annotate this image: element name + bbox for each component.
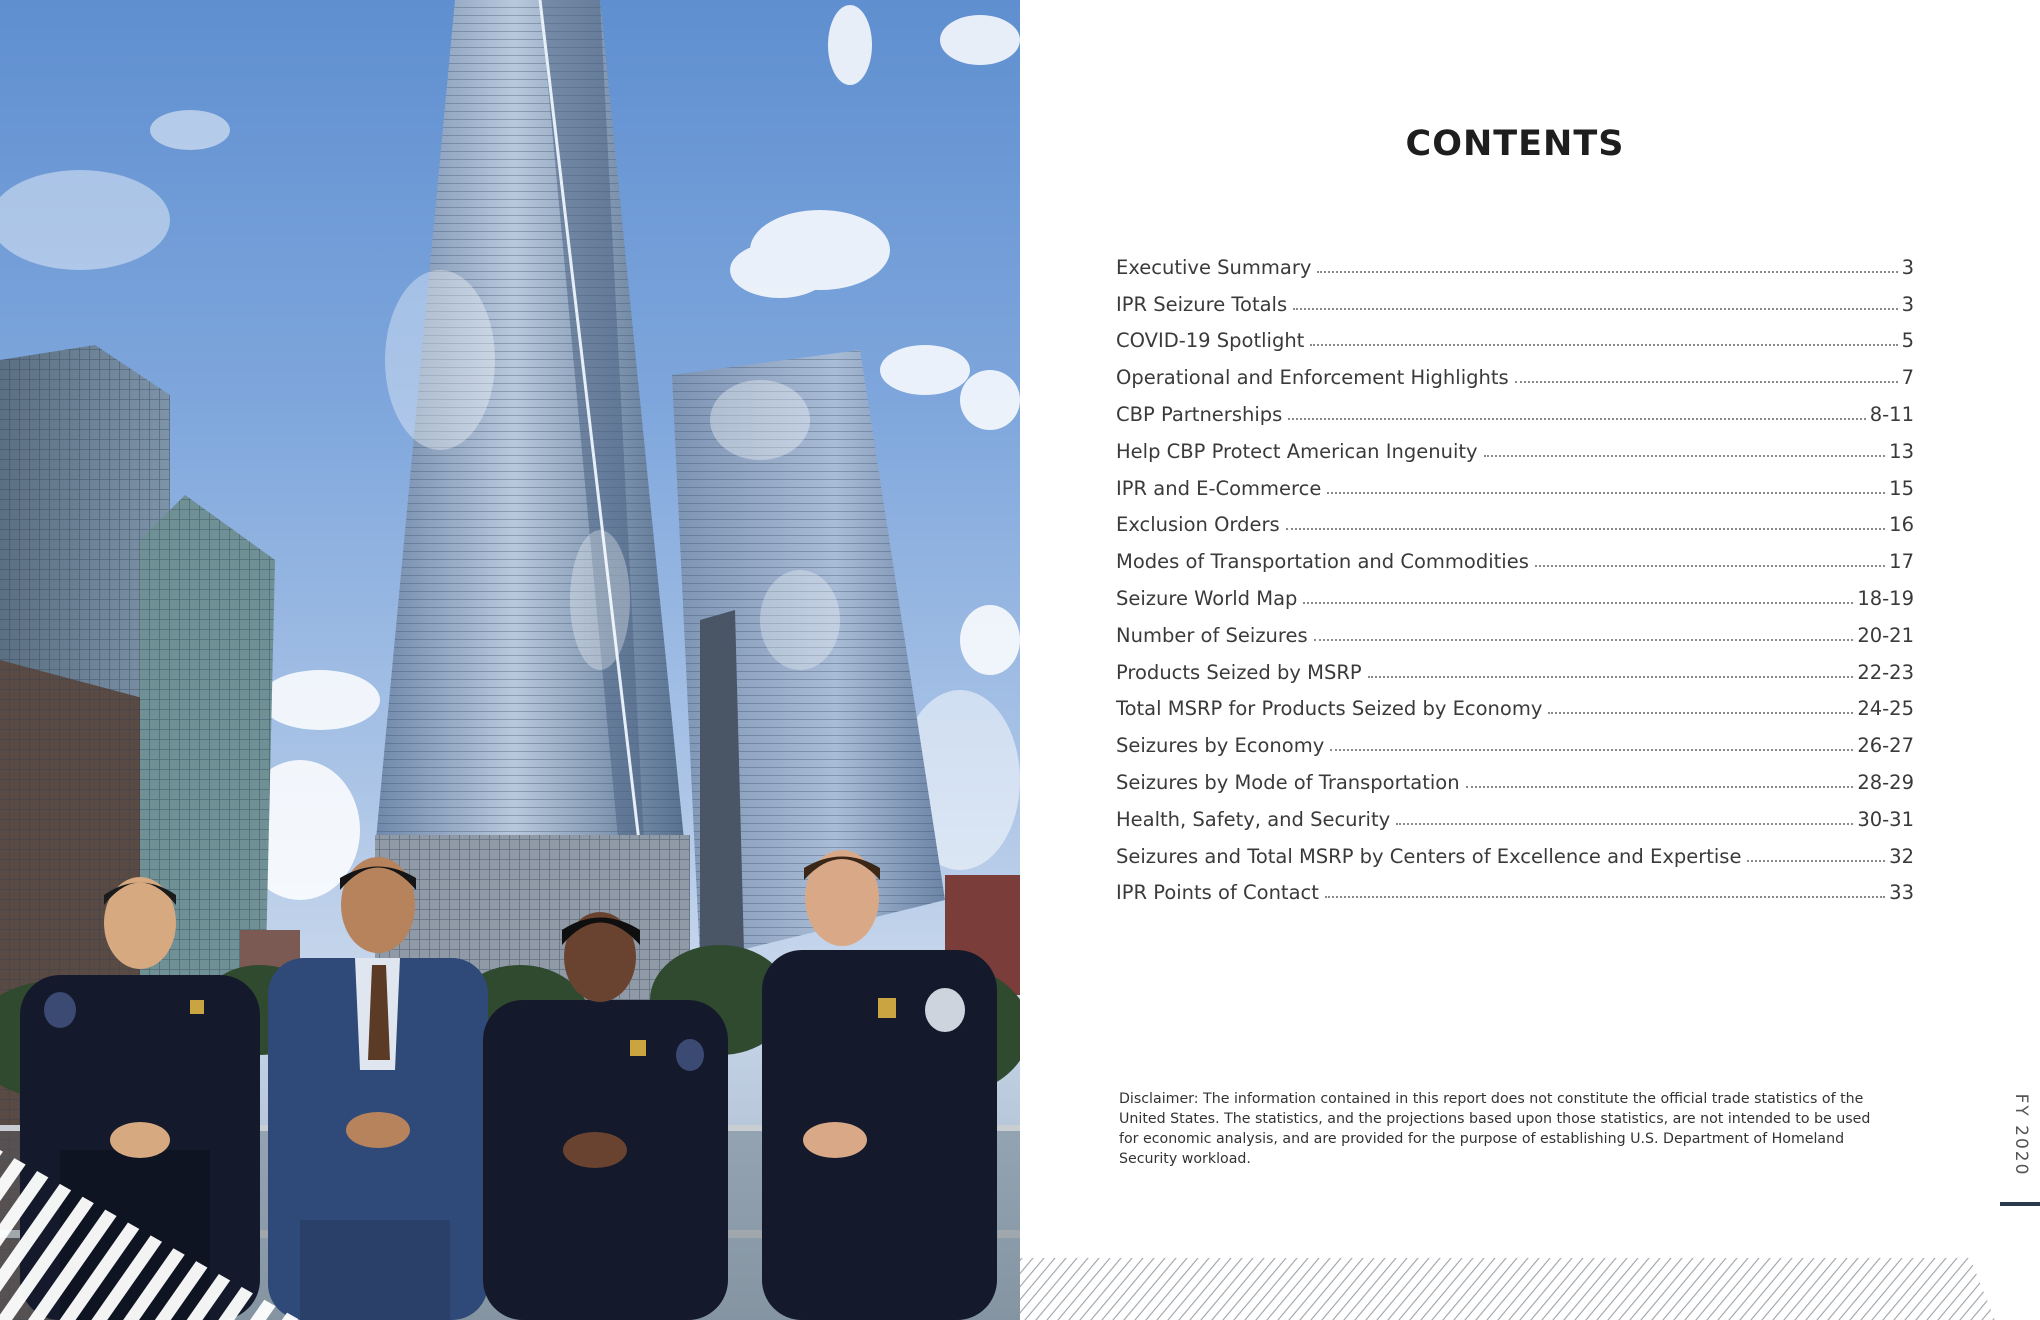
toc-dot-leader — [1310, 344, 1897, 346]
toc-entry-label: IPR and E-Commerce — [1116, 476, 1322, 500]
toc-dot-leader — [1288, 418, 1865, 420]
toc-entry[interactable] — [1116, 720, 1914, 757]
toc-entry-page-number: 3 — [1901, 255, 1914, 279]
toc-entry[interactable] — [1116, 610, 1914, 647]
toc-entry-label: Executive Summary — [1116, 255, 1312, 279]
fiscal-year-label: FY 2020 — [2011, 1093, 2031, 1177]
toc-entry[interactable] — [1116, 500, 1914, 537]
toc-dot-leader — [1484, 455, 1886, 457]
toc-entry-label: Seizures and Total MSRP by Centers of Excellence and Expertise — [1116, 844, 1742, 868]
toc-entry-page-number: 18-19 — [1857, 586, 1914, 610]
toc-entry-label: Health, Safety, and Security — [1116, 807, 1391, 831]
accent-bar — [2000, 1202, 2040, 1206]
toc-dot-leader — [1515, 381, 1898, 383]
toc-entry-page-number: 7 — [1901, 366, 1914, 390]
toc-entry[interactable] — [1116, 757, 1914, 794]
toc-entry[interactable] — [1116, 647, 1914, 684]
toc-entry-page-number: 5 — [1901, 329, 1914, 353]
toc-entry-label: Exclusion Orders — [1116, 513, 1280, 537]
contents-title: CONTENTS — [1405, 124, 1625, 164]
toc-dot-leader — [1368, 676, 1854, 678]
toc-dot-leader — [1325, 896, 1885, 898]
toc-entry-label: Seizure World Map — [1116, 586, 1298, 610]
toc-entry-label: CBP Partnerships — [1116, 402, 1283, 426]
hatch-decoration — [1020, 1258, 1995, 1320]
toc-entry-page-number: 17 — [1889, 550, 1914, 574]
toc-entry[interactable] — [1116, 316, 1914, 353]
toc-dot-leader — [1396, 823, 1853, 825]
toc-entry-label: IPR Seizure Totals — [1116, 292, 1288, 316]
toc-entry-page-number: 20-21 — [1857, 623, 1914, 647]
toc-dot-leader — [1330, 749, 1853, 751]
toc-entry-page-number: 33 — [1889, 881, 1914, 905]
table-of-contents — [1116, 242, 1914, 904]
toc-dot-leader — [1317, 271, 1897, 273]
toc-entry-page-number: 26-27 — [1857, 734, 1914, 758]
toc-dot-leader — [1535, 565, 1885, 567]
toc-entry-page-number: 24-25 — [1857, 697, 1914, 721]
fiscal-year-tab — [2010, 1095, 2032, 1175]
toc-entry[interactable] — [1116, 242, 1914, 279]
toc-dot-leader — [1548, 712, 1853, 714]
disclaimer-text: Disclaimer: The information contained in this report does not constitute the official trade statistics of the United States. The statistics, and the projections based upon those statistics, are not intended to be used for economic analysis, and are provided for the purpose of establishing U.S. Department of Homeland Security workload. — [1119, 1091, 1871, 1167]
toc-entry-page-number: 22-23 — [1857, 660, 1914, 684]
toc-entry-label: Seizures by Mode of Transportation — [1116, 770, 1460, 794]
toc-dot-leader — [1327, 492, 1885, 494]
toc-entry-page-number: 13 — [1889, 439, 1914, 463]
toc-dot-leader — [1314, 639, 1854, 641]
toc-entry-page-number: 16 — [1889, 513, 1914, 537]
toc-entry-label: Modes of Transportation and Commodities — [1116, 550, 1529, 574]
toc-entry[interactable] — [1116, 868, 1914, 905]
toc-dot-leader — [1303, 602, 1853, 604]
toc-entry[interactable] — [1116, 536, 1914, 573]
toc-entry[interactable] — [1116, 794, 1914, 831]
toc-entry-page-number: 30-31 — [1857, 807, 1914, 831]
toc-dot-leader — [1293, 308, 1897, 310]
toc-entry-page-number: 32 — [1889, 844, 1914, 868]
toc-entry[interactable] — [1116, 279, 1914, 316]
toc-entry[interactable] — [1116, 352, 1914, 389]
toc-entry-label: COVID-19 Spotlight — [1116, 329, 1305, 353]
toc-entry-label: Products Seized by MSRP — [1116, 660, 1362, 684]
toc-entry-label: Operational and Enforcement Highlights — [1116, 366, 1509, 390]
toc-dot-leader — [1747, 860, 1885, 862]
toc-dot-leader — [1466, 786, 1854, 788]
toc-entry-label: Seizures by Economy — [1116, 734, 1325, 758]
toc-entry[interactable] — [1116, 573, 1914, 610]
toc-entry-label: Number of Seizures — [1116, 623, 1308, 647]
toc-entry-page-number: 3 — [1901, 292, 1914, 316]
toc-entry[interactable] — [1116, 389, 1914, 426]
toc-entry-label: Help CBP Protect American Ingenuity — [1116, 439, 1478, 463]
toc-entry-label: IPR Points of Contact — [1116, 881, 1319, 905]
toc-entry-page-number: 8-11 — [1869, 402, 1914, 426]
toc-entry-page-number: 28-29 — [1857, 770, 1914, 794]
toc-entry[interactable] — [1116, 684, 1914, 721]
toc-entry[interactable] — [1116, 463, 1914, 500]
toc-dot-leader — [1286, 528, 1886, 530]
toc-entry-label: Total MSRP for Products Seized by Economy — [1116, 697, 1543, 721]
toc-entry-page-number: 15 — [1889, 476, 1914, 500]
toc-entry[interactable] — [1116, 831, 1914, 868]
toc-entry[interactable] — [1116, 426, 1914, 463]
